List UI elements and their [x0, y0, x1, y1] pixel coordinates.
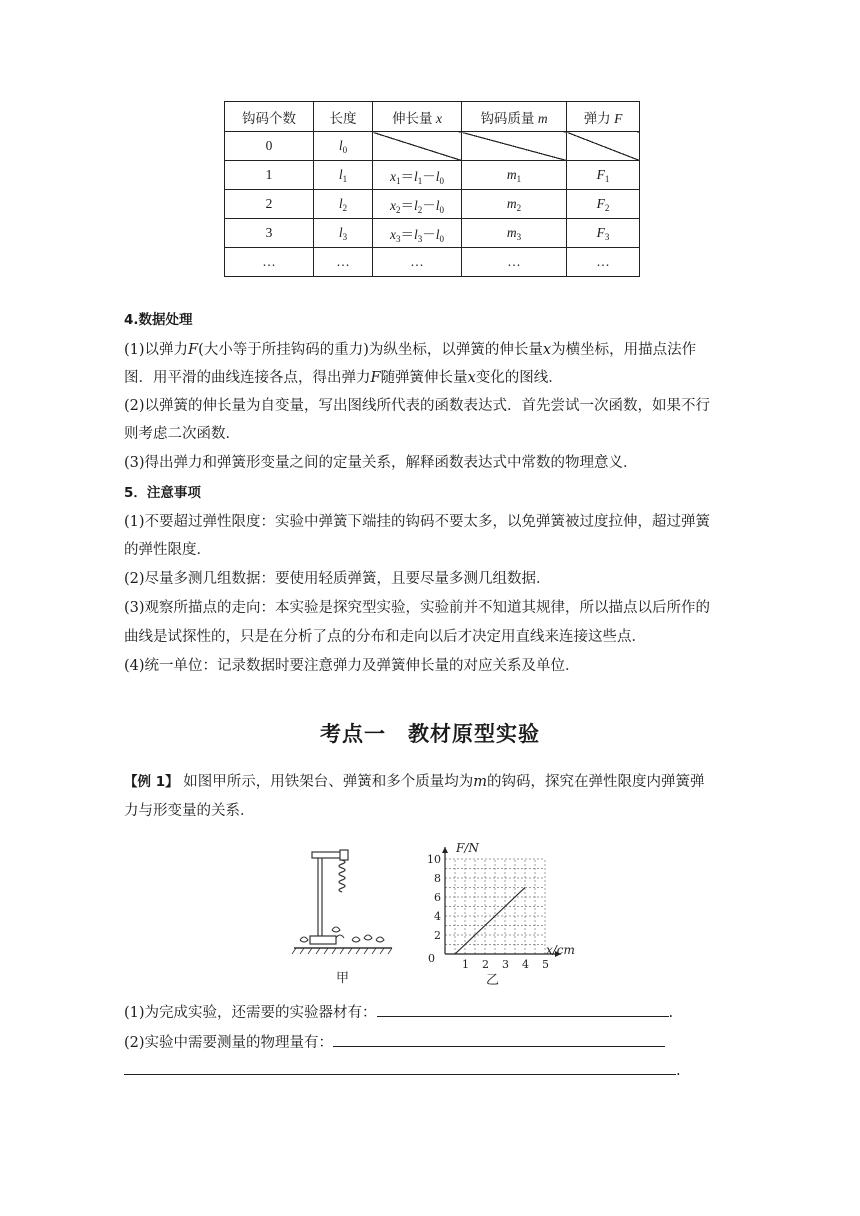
- section5-paragraph-2: (2)尽量多测几组数据：要使用轻质弹簧，且要尽量多测几组数据．: [124, 571, 551, 587]
- chart-series: [455, 888, 525, 955]
- table-row: [225, 161, 640, 190]
- chart-origin-label: 0: [428, 952, 435, 965]
- x-tick-label: 3: [502, 958, 509, 971]
- answer-blank-2[interactable]: [333, 1032, 665, 1047]
- cell-length: $l_1$: [314, 161, 373, 190]
- series-line: [455, 888, 525, 955]
- section4-paragraph-1-cont: 图．用平滑的曲线连接各点，得出弹力F随弹簧伸长量x变化的图线．: [124, 370, 563, 386]
- x-tick-label: 5: [542, 958, 549, 971]
- cell-empty-diagonal: [567, 132, 640, 161]
- chart-ylabel: F/N: [456, 841, 479, 855]
- cell-force: $F_2$: [567, 190, 640, 219]
- header-length: 长度: [314, 102, 373, 132]
- ground-hatch: [292, 948, 392, 954]
- y-tick-label: 10: [427, 853, 441, 866]
- cell-mass: $m_1$: [462, 161, 567, 190]
- y-tick-label: 8: [434, 872, 441, 885]
- cell-mass: $m_3$: [462, 219, 567, 248]
- chart-xlabel: x/cm: [546, 943, 575, 957]
- section5-paragraph-4: (4)统一单位：记录数据时要注意弹力及弹簧伸长量的对应关系及单位．: [124, 658, 580, 674]
- figure-label-left: 甲: [336, 971, 350, 986]
- x-tick-label: 4: [522, 958, 529, 971]
- section4-paragraph-3: (3)得出弹力和弹簧形变量之间的定量关系，解释函数表达式中常数的物理意义．: [124, 455, 638, 471]
- figure-label-right: 乙: [486, 973, 500, 988]
- cell-extension: $x_3=l_3-l_0$: [373, 219, 462, 248]
- cell-length: $l_2$: [314, 190, 373, 219]
- y-axis-arrow-icon: [442, 847, 448, 853]
- spring-icon: [339, 860, 345, 892]
- example-intro: 【例 1】 如图甲所示，用铁架台、弹簧和多个质量均为m的钩码，探究在弹性限度内弹簧弹: [124, 774, 705, 790]
- y-tick-label: 2: [434, 929, 441, 942]
- cell-force: $F_1$: [567, 161, 640, 190]
- chart-grid: [445, 859, 545, 954]
- question-2: (2)实验中需要测量的物理量有：: [124, 1032, 665, 1053]
- cell-ellipsis: …: [373, 248, 462, 277]
- data-table: [224, 101, 640, 277]
- section4-paragraph-2-cont: 则考虑二次函数．: [124, 426, 240, 442]
- table-row: [225, 248, 640, 277]
- header-mass: 钩码质量 m: [462, 102, 567, 132]
- question-1: (1)为完成实验，还需要的实验器材有： .: [124, 1002, 673, 1023]
- example-intro-cont: 力与形变量的关系．: [124, 803, 255, 819]
- force-extension-chart: [412, 834, 612, 994]
- answer-blank-3[interactable]: [124, 1060, 676, 1075]
- header-count: 钩码个数: [225, 102, 314, 132]
- cell-extension: $x_2=l_2-l_0$: [373, 190, 462, 219]
- cell-count: 1: [225, 161, 314, 190]
- section5-paragraph-3-cont: 曲线是试探性的，只是在分析了点的分布和走向以后才决定用直线来连接这些点．: [124, 629, 646, 645]
- cell-count: 0: [225, 132, 314, 161]
- cell-ellipsis: …: [225, 248, 314, 277]
- cell-extension: $x_1=l_1-l_0$: [373, 161, 462, 190]
- section-heading: 考点一 教材原型实验: [320, 722, 540, 746]
- table-row: [225, 190, 640, 219]
- x-tick-label: 1: [462, 958, 469, 971]
- section4-paragraph-2: (2)以弹簧的伸长量为自变量，写出图线所代表的函数表达式．首先尝试一次函数，如果不行: [124, 398, 711, 414]
- header-extension: 伸长量 x: [373, 102, 462, 132]
- y-tick-label: 4: [434, 910, 441, 923]
- x-tick-label: 2: [482, 958, 489, 971]
- cell-empty-diagonal: [462, 132, 567, 161]
- example-tag: 【例 1】: [124, 774, 179, 790]
- cell-ellipsis: …: [462, 248, 567, 277]
- section4-title: 4.数据处理: [124, 312, 193, 328]
- cell-count: 3: [225, 219, 314, 248]
- cell-length: $l_3$: [314, 219, 373, 248]
- table-row: [225, 219, 640, 248]
- apparatus-figure: [288, 840, 398, 990]
- answer-blank-1[interactable]: [377, 1002, 669, 1017]
- section5-paragraph-1: (1)不要超过弹性限度：实验中弹簧下端挂的钩码不要太多，以免弹簧被过度拉伸，超过弹簧: [124, 514, 711, 530]
- cell-count: 2: [225, 190, 314, 219]
- section5-paragraph-1-cont: 的弹性限度．: [124, 542, 211, 558]
- cell-empty-diagonal: [373, 132, 462, 161]
- chart-axes: [442, 847, 561, 957]
- stand-clamp: [312, 852, 344, 858]
- section5-paragraph-3: (3)观察所描点的走向：本实验是探究型实验，实验前并不知道其规律，所以描点以后所作的: [124, 600, 711, 616]
- table-row: [225, 132, 640, 161]
- cell-ellipsis: …: [567, 248, 640, 277]
- cell-ellipsis: …: [314, 248, 373, 277]
- table-header-row: [225, 102, 640, 132]
- cell-mass: $m_2$: [462, 190, 567, 219]
- question-2-cont: .: [124, 1060, 681, 1081]
- section5-title: 5．注意事项: [124, 485, 201, 501]
- stand-base: [310, 936, 336, 944]
- header-force: 弹力 F: [567, 102, 640, 132]
- cell-length: $l_0$: [314, 132, 373, 161]
- cell-force: $F_3$: [567, 219, 640, 248]
- y-tick-label: 6: [434, 891, 441, 904]
- section4-paragraph-1: (1)以弹力F(大小等于所挂钩码的重力)为纵坐标，以弹簧的伸长量x为横坐标，用描点法作: [124, 342, 697, 358]
